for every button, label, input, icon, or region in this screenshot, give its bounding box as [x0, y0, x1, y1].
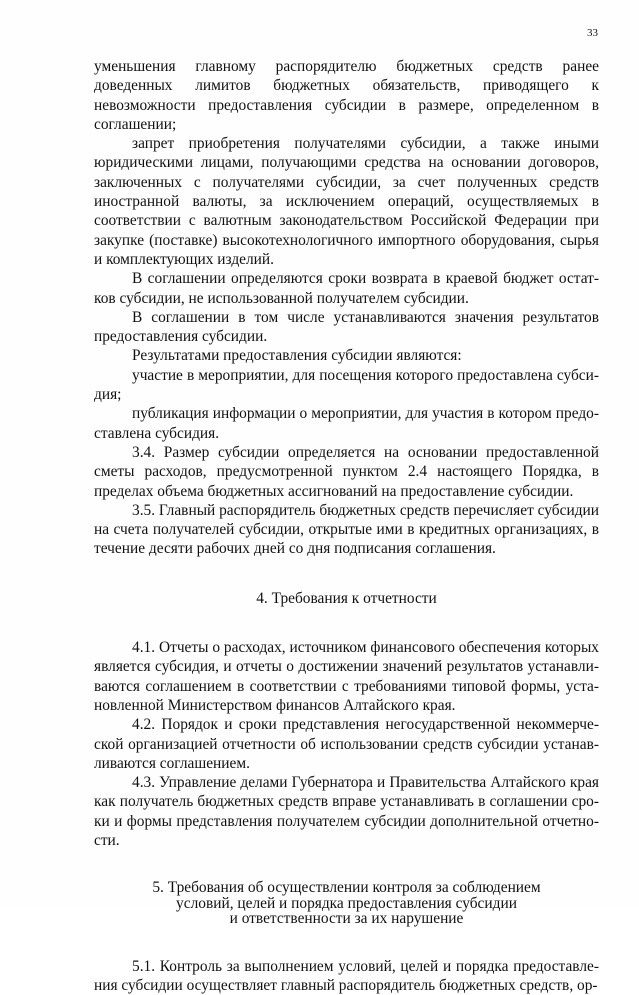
section-5-heading-line: и ответственности за их нарушение: [229, 910, 464, 928]
section-5-heading: [94, 880, 599, 927]
paragraph: В соглашении определяются сроки возврата в краевой бюджет остатков субсидии, не использованной получателем субсидии.: [94, 270, 599, 307]
page-number: 33: [587, 27, 598, 39]
section-5-heading-line: условий, целей и порядка предоставления субсидии: [176, 894, 517, 912]
paragraph: запрет приобретения получателями субсидии, а также иными юридическими лицами, получающими средства на основании договоров, заключенных с получателями субсидии, за счет полученных средств иностранной валюты, за исключением операций, осуществляемых в соответствии с валютным законодательством Российской Федерации при закупке (поставке) высокотехнологичного импортного оборудования, сырья и комплектующих изделий.: [94, 135, 599, 268]
paragraph: 4.1. Отчеты о расходах, источником финансового обеспечения которых является субсидия, и отчеты о достижении значений результатов устанавливаются соглашением в соответствии с требованиями типовой формы, установленной Министерством финансов Алтайского края.: [94, 639, 599, 714]
paragraph: публикация информации о мероприятии, для участия в котором предоставлена субсидия.: [94, 405, 599, 442]
paragraph: Результатами предоставления субсидии являются:: [132, 347, 462, 365]
section-5-heading-line: 5. Требования об осуществлении контроля за соблюдением: [152, 879, 541, 897]
paragraph: 4.3. Управление делами Губернатора и Правительства Алтайского края как получатель бюджетных средств вправе устанавливать в соглашении сроки и формы представления получателем субсидии дополнительной отчетности.: [94, 774, 599, 849]
paragraph: уменьшения главному распорядителю бюджетных средств ранее доведенных лимитов бюджетных обязательств, приводящего к невозможности предоставления субсидии в размере, определенном в соглашении;: [94, 58, 599, 133]
paragraph: участие в мероприятии, для посещения которого предоставлена субсидия;: [94, 366, 599, 404]
paragraph: 4.2. Порядок и сроки представления негосударственной некоммерческой организацией отчетности об использовании средств субсидии устанавливаются соглашением.: [94, 716, 599, 772]
document-body: [94, 57, 599, 995]
paragraph: 3.4. Размер субсидии определяется на основании предоставленной сметы расходов, предусмотренной пунктом 2.4 настоящего Порядка, в пределах объема бюджетных ассигнований на предоставление субсидии.: [94, 443, 599, 500]
paragraph: 3.5. Главный распорядитель бюджетных средств перечисляет субсидии на счета получателей субсидии, открытые ими в кредитных организациях, в течение десяти рабочих дней со дня подписания соглашения.: [94, 501, 599, 558]
paragraph: В соглашении в том числе устанавливаются значения результатов предоставления субсидии.: [94, 308, 599, 346]
section-4-heading: 4. Требования к отчетности: [256, 589, 437, 607]
paragraph: 5.1. Контроль за выполнением условий, целей и порядка предоставления субсидии осуществляет главный распорядитель бюджетных средств, ор-: [94, 957, 599, 995]
